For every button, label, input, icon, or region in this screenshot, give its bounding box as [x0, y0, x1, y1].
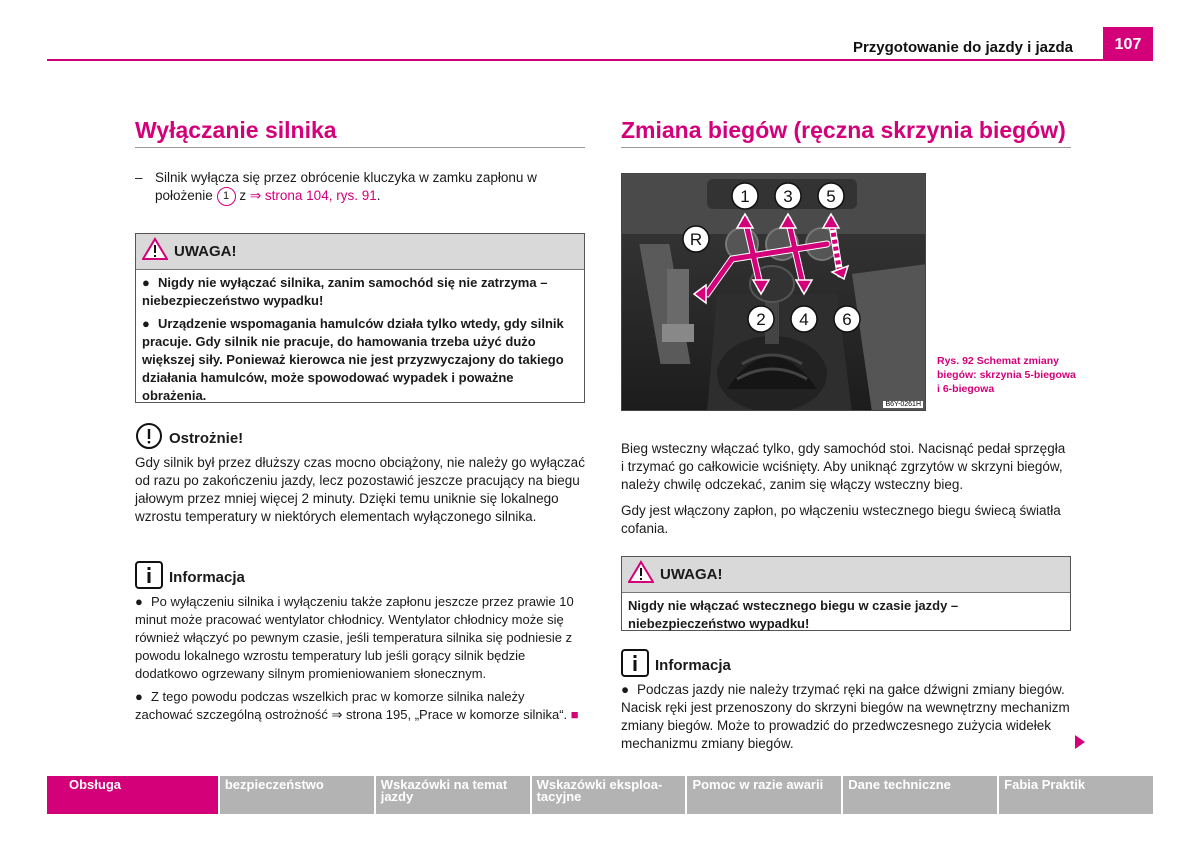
gear-3-label: 3: [783, 187, 793, 206]
gear-1-label: 1: [740, 187, 750, 206]
step-dash: –: [135, 170, 143, 185]
info-heading-left: [135, 561, 245, 594]
warning-title: UWAGA!: [660, 566, 723, 583]
step-text-z: z: [239, 188, 247, 204]
info-heading-right: [621, 649, 731, 682]
section-rule: [621, 147, 1071, 148]
warning-item: ● Nigdy nie wyłączać silnika, zanim samochód się nie zatrzyma – niebezpieczeństwo wypadku!: [142, 275, 548, 308]
gear-r-label: R: [689, 230, 703, 249]
warning-triangle-icon: [628, 560, 654, 589]
warning-box-right: [621, 556, 1071, 631]
nav-tab-wskazowki-jazdy[interactable]: Wskazówki na temat jazdy: [376, 776, 530, 814]
ignition-position-badge: 1: [217, 187, 236, 206]
caution-heading: [135, 422, 243, 455]
warning-header: [622, 557, 1070, 593]
nav-tab-pomoc[interactable]: Pomoc w razie awarii: [687, 776, 841, 814]
gear-2-label: 2: [756, 310, 766, 329]
gear-5-label: 5: [826, 187, 836, 206]
warning-triangle-icon: [142, 237, 168, 266]
caution-title: Ostrożnie!: [169, 430, 244, 447]
warning-title: UWAGA!: [174, 243, 237, 260]
info-icon: [135, 561, 163, 594]
info-body-right: ● Podczas jazdy nie należy trzymać ręki na gałce dźwigni zmiany biegów. Nacisk ręki jest przenoszony do skrzyni biegów na wewnętrzny mechanizm zmiany biegów. Może to prowadzić do przedwczesnego zużycia widełek mechanizmu zmiany biegów.: [621, 682, 1070, 751]
info-title: Informacja: [169, 569, 245, 586]
gear-6-label: 6: [842, 310, 852, 329]
reverse-lights-paragraph: Gdy jest włączony zapłon, po włączeniu wstecznego biegu świecą światła cofania.: [621, 503, 1061, 536]
info-item: ● Po wyłączeniu silnika i wyłączeniu także zapłonu jeszcze przez prawie 10 minut może pracować wentylator chłodnicy. Wentylator chłodnicy może się również włączyć po pewnym czasie, jeśli temperatura silnika się podniesie z powodu lokalnego wzrostu temperatury lub jeśli gorący silnik będzie dodatkowo ogrzewany silnym promieniowaniem słonecznym.: [135, 594, 574, 681]
warning-item: ● Urządzenie wspomagania hamulców działa tylko wtedy, gdy silnik pracuje. Gdy silnik nie pracuje, do hamowania trzeba użyć dużo większej siły. Ponieważ kierowca nie jest przyzwyczajony do takiego działania hamulców, może spowodować wypadek i poważne obrażenia.: [142, 316, 564, 403]
page-link[interactable]: ⇒ strona 104, rys. 91: [249, 188, 377, 204]
section-rule: [135, 147, 585, 148]
warning-body: [136, 270, 584, 414]
info-title: Informacja: [655, 657, 731, 674]
end-square-icon: ■: [570, 707, 579, 722]
gear-4-label: 4: [799, 310, 809, 329]
reverse-paragraph: Bieg wsteczny włączać tylko, gdy samochód stoi. Nacisnąć pedał sprzęgła i trzymać go całkowicie wciśnięty. Aby uniknąć zgrzytów w skrzyni biegów, należy chwilę odczekać, zanim się włączy wsteczny bieg.: [621, 441, 1066, 492]
figure-code: B6Y-0261H: [885, 401, 921, 408]
page-number: 107: [1103, 27, 1153, 61]
chapter-nav: [47, 776, 1153, 814]
warning-box-left: [135, 233, 585, 403]
info-icon: [621, 649, 649, 682]
gearshift-figure: [621, 173, 926, 411]
header-rule: [47, 59, 1153, 61]
next-page-arrow-icon[interactable]: [1075, 735, 1085, 749]
nav-tab-wskazowki-eksploatacyjne[interactable]: Wskazówki eksploa-tacyjne: [532, 776, 686, 814]
info-body-left: [135, 593, 585, 724]
caution-exclamation-icon: [135, 422, 163, 455]
section-title-engine-off: Wyłączanie silnika: [135, 117, 337, 143]
step-end: .: [376, 188, 381, 204]
step-text: Silnik wyłącza się przez obrócenie kluczyka w zamku zapłonu w położenie: [155, 170, 537, 204]
running-header-title: Przygotowanie do jazdy i jazda: [852, 39, 1073, 56]
warning-header: [136, 234, 584, 270]
figure-caption: Rys. 92 Schemat zmiany biegów: skrzynia 5-biegowa i 6-biegowa: [937, 355, 1076, 395]
warning-body: Nigdy nie włączać wstecznego biegu w czasie jazdy – niebezpieczeństwo wypadku!: [628, 598, 959, 631]
info-item: Podczas jazdy nie należy trzymać ręki na gałce dźwigni zmiany biegów. Nacisk ręki jest przenoszony do skrzyni biegów na wewnętrzny mechanizm zmiany biegów. Może to prowadzić do przedwczesnego zużycia widełek mechanizmu zmiany biegów.: [621, 682, 1070, 751]
gearshift-photo-illustration: [622, 174, 926, 411]
nav-tab-fabia-praktik[interactable]: Fabia Praktik: [999, 776, 1153, 814]
info-item: ● Z tego powodu podczas wszelkich prac w komorze silnika należy zachować szczególną ostrożność ⇒ strona 195, „Prace w komorze silnika“. ■: [135, 689, 579, 722]
nav-tab-dane-techniczne[interactable]: Dane techniczne: [843, 776, 997, 814]
step-item: [135, 169, 585, 206]
nav-tab-obsluga[interactable]: Obsługa: [47, 776, 218, 814]
caution-text: Gdy silnik był przez dłuższy czas mocno obciążony, nie należy go wyłączać od razu po zakończeniu jazdy, lecz pozostawić jeszcze pracujący na biegu jałowym przez mniej więcej 2 minuty. Dzięki temu uniknie się lokalnego wzrostu temperatury w niektórych elementach wyłączonego silnika.: [135, 455, 585, 524]
nav-tab-bezpieczenstwo[interactable]: bezpieczeństwo: [220, 776, 374, 814]
section-title-gear-change: Zmiana biegów (ręczna skrzynia biegów): [621, 117, 1066, 143]
